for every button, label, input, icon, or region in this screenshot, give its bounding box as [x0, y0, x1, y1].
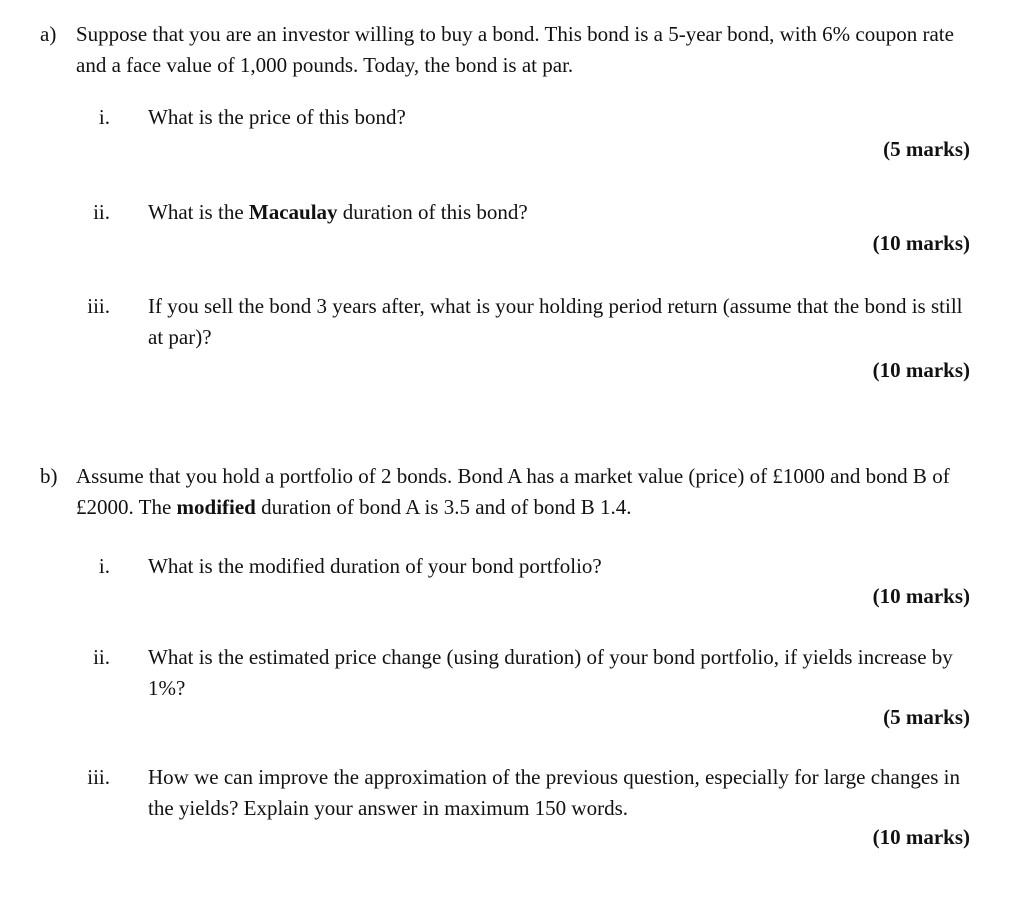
question-text-before: What is the	[148, 200, 249, 224]
part-b-letter: b)	[40, 464, 58, 488]
part-a-text: Suppose that you are an investor willing to buy a bond. This bond is a 5-year bond, with 6% coupon rate and a face value of 1,000 pounds. Today, the bond is at par.	[76, 22, 954, 77]
question-number: iii.	[87, 294, 110, 318]
question-text	[148, 197, 970, 228]
question-number: i.	[98, 105, 110, 129]
part-b-text-before: Assume that you hold a portfolio of 2 bonds. Bond A has a market value (price) of £1000 and bond B of £2000. The	[76, 464, 950, 519]
question-text: What is the price of this bond?	[148, 105, 406, 129]
part-b-text-bold: modified	[176, 495, 256, 519]
marks-label: (10 marks)	[872, 231, 970, 255]
part-b-text-after: duration of bond A is 3.5 and of bond B 1.4.	[255, 495, 632, 519]
marks-label: (5 marks)	[883, 705, 970, 729]
question-text: If you sell the bond 3 years after, what is your holding period return (assume that the bond is still at par)?	[148, 294, 963, 349]
question-text: What is the modified duration of your bond portfolio?	[148, 554, 602, 578]
marks-label: (10 marks)	[872, 358, 970, 382]
marks-label: (5 marks)	[883, 137, 970, 161]
marks-label: (10 marks)	[872, 584, 970, 608]
part-a-letter: a)	[40, 22, 57, 46]
question-text-bold: Macaulay	[248, 200, 338, 224]
question-number: iii.	[87, 765, 110, 789]
marks-label: (10 marks)	[872, 825, 970, 849]
part-b-text	[76, 461, 970, 523]
question-text-after: duration of this bond?	[337, 200, 528, 224]
question-number: i.	[98, 554, 110, 578]
question-number: ii.	[93, 200, 110, 224]
question-text: What is the estimated price change (using duration) of your bond portfolio, if yields increase by 1%?	[148, 645, 953, 700]
question-text: How we can improve the approximation of the previous question, especially for large changes in the yields? Explain your answer in maximum 150 words.	[148, 765, 960, 820]
question-number: ii.	[93, 645, 110, 669]
